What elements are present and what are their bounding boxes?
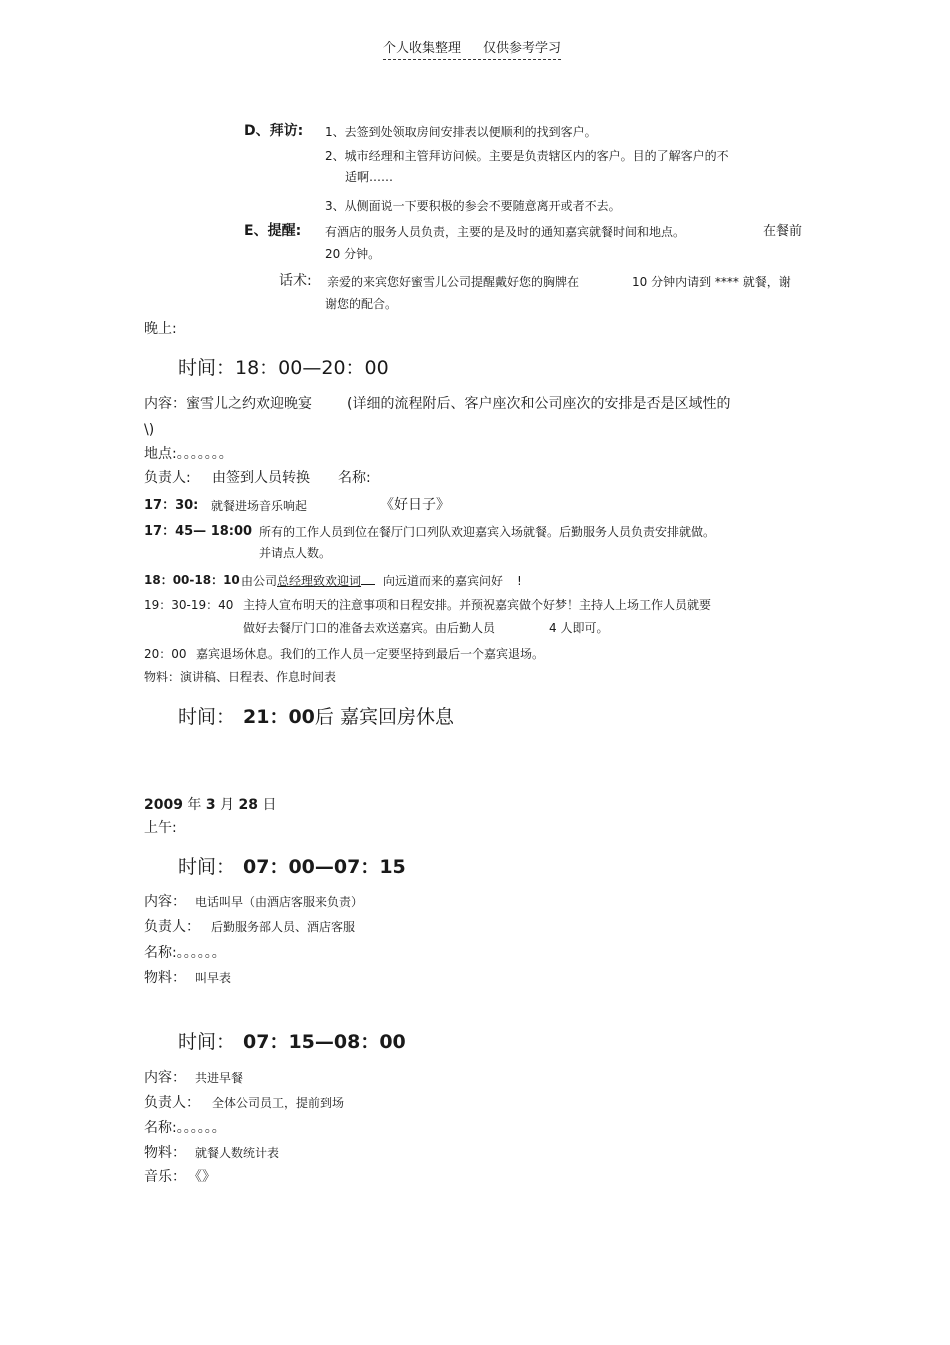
schedule-extra-1: 《好日子》 [380, 497, 450, 513]
day2-morning-label: 上午: [144, 820, 177, 836]
block1-name: 名称:。。。。。。 [144, 945, 226, 961]
evening-content-note-end: \) [144, 422, 155, 438]
schedule-text-2: 所有的工作人员到位在餐厅门口列队欢迎嘉宾入场就餐。后勤服务人员负责安排就做。 [259, 525, 716, 539]
remind-line-1: 有酒店的服务人员负责，主要的是及时的通知嘉宾就餐时间和地点。 [325, 225, 686, 239]
remind-label: E、提醒: [244, 223, 302, 239]
schedule-text-3b: 向远道而来的嘉宾问好 [383, 574, 504, 588]
schedule-text-3 [241, 572, 522, 589]
visit-label: D、拜访: [244, 123, 304, 139]
block1-content: 电话叫早（由酒店客服来负责） [195, 895, 364, 909]
remind-script-line-2: 谢您的配合。 [325, 297, 398, 311]
block1-owner: 后勤服务部人员、酒店客服 [211, 920, 356, 934]
schedule-time-2: 17：45— 18:00 [144, 524, 253, 539]
block2-time-prefix: 时间： [178, 1031, 236, 1053]
schedule-text-4: 主持人宣布明天的注意事项和日程安排。并预祝嘉宾做个好梦！主持人上场工作人员就要 [243, 598, 712, 612]
remind-script-label: 话术: [279, 273, 312, 289]
date-day-unit: 日 [262, 797, 277, 813]
remind-script-line-1b: 10 分钟内请到 **** 就餐，谢 [632, 275, 791, 289]
visit-item-2: 2、城市经理和主管拜访问候。主要是负责辖区内的客户。目的了解客户的不 [325, 149, 729, 163]
block1-owner-label: 负责人： [144, 919, 200, 935]
visit-item-3: 3、从侧面说一下要积极的参会不要随意离开或者不去。 [325, 199, 621, 213]
evening-place: 地点:。。。。。。。 [144, 446, 233, 462]
schedule-text-4c: 4 人即可。 [549, 621, 609, 635]
after21-prefix: 时间： [178, 706, 236, 728]
remind-line-2: 20 分钟。 [325, 247, 381, 261]
evening-materials: 物料：演讲稿、日程表、作息时间表 [144, 670, 337, 684]
block2-owner-label: 负责人： [144, 1095, 200, 1111]
schedule-text-5: 嘉宾退场休息。我们的工作人员一定要坚持到最后一个嘉宾退场。 [196, 647, 545, 661]
date-month: 3 [205, 797, 216, 813]
schedule-text-2b: 并请点人数。 [259, 546, 332, 560]
schedule-text-3-underlined: 总经理致欢迎词 [277, 574, 362, 588]
after21-title [178, 705, 454, 729]
evening-name-label: 名称: [338, 470, 371, 486]
block1-content-label: 内容： [144, 894, 186, 910]
evening-owner-value: 由签到人员转换 [212, 470, 310, 486]
day2-date [144, 796, 276, 814]
schedule-time-1: 17：30: [144, 498, 199, 513]
schedule-text-1: 就餐进场音乐响起 [211, 499, 308, 513]
page-header [383, 40, 561, 60]
block1-time-prefix: 时间： [178, 856, 236, 878]
evening-time-title: 时间：18：00—20：00 [178, 357, 389, 379]
evening-content-note: (详细的流程附后、客户座次和公司座次的安排是否是区域性的 [347, 396, 731, 412]
remind-line-1-tail: 在餐前 [763, 224, 803, 239]
block2-materials: 就餐人数统计表 [195, 1146, 280, 1160]
schedule-text-4b: 做好去餐厅门口的准备去欢送嘉宾。由后勤人员 [243, 621, 496, 635]
block2-content: 共进早餐 [195, 1071, 244, 1085]
block2-owner: 全体公司员工，提前到场 [212, 1096, 345, 1110]
block2-time-title [178, 1030, 406, 1054]
visit-item-2-cont: 适啊…… [345, 170, 394, 184]
date-month-unit: 月 [220, 797, 235, 813]
block2-content-label: 内容： [144, 1070, 186, 1086]
date-day: 28 [238, 797, 259, 813]
schedule-text-3a: 由公司 [241, 574, 278, 588]
date-year-unit: 年 [187, 797, 202, 813]
block1-time-value: 07：00—07：15 [243, 856, 406, 878]
block2-name: 名称:。。。。。。 [144, 1120, 226, 1136]
after21-suffix: 后 嘉宾回房休息 [314, 706, 454, 728]
evening-label: 晚上: [144, 321, 177, 337]
remind-script-line-1a: 亲爱的来宾您好蜜雪儿公司提醒戴好您的胸牌在 [327, 275, 580, 289]
date-year: 2009 [144, 797, 183, 813]
block2-music: 《》 [188, 1169, 216, 1185]
header-right: 仅供参考学习 [483, 41, 562, 56]
block2-music-label: 音乐： [144, 1169, 186, 1185]
block2-materials-label: 物料： [144, 1145, 186, 1161]
visit-item-1: 1、去签到处领取房间安排表以便顺利的找到客户。 [325, 125, 597, 139]
evening-owner-label: 负责人: [144, 470, 191, 486]
schedule-time-4: 19：30-19：40 [144, 598, 234, 612]
evening-content: 内容：蜜雪儿之约欢迎晚宴 [144, 396, 312, 412]
schedule-time-5: 20：00 [144, 647, 187, 661]
block1-time-title [178, 855, 406, 879]
after21-time: 21：00 [243, 706, 315, 728]
header-left: 个人收集整理 [383, 41, 462, 56]
block2-time-value: 07：15—08：00 [243, 1031, 406, 1053]
schedule-time-3: 18：00-18：10 [144, 573, 240, 587]
schedule-text-3c: ! [517, 574, 522, 588]
block1-materials: 叫早表 [195, 971, 232, 985]
block1-materials-label: 物料： [144, 970, 186, 986]
